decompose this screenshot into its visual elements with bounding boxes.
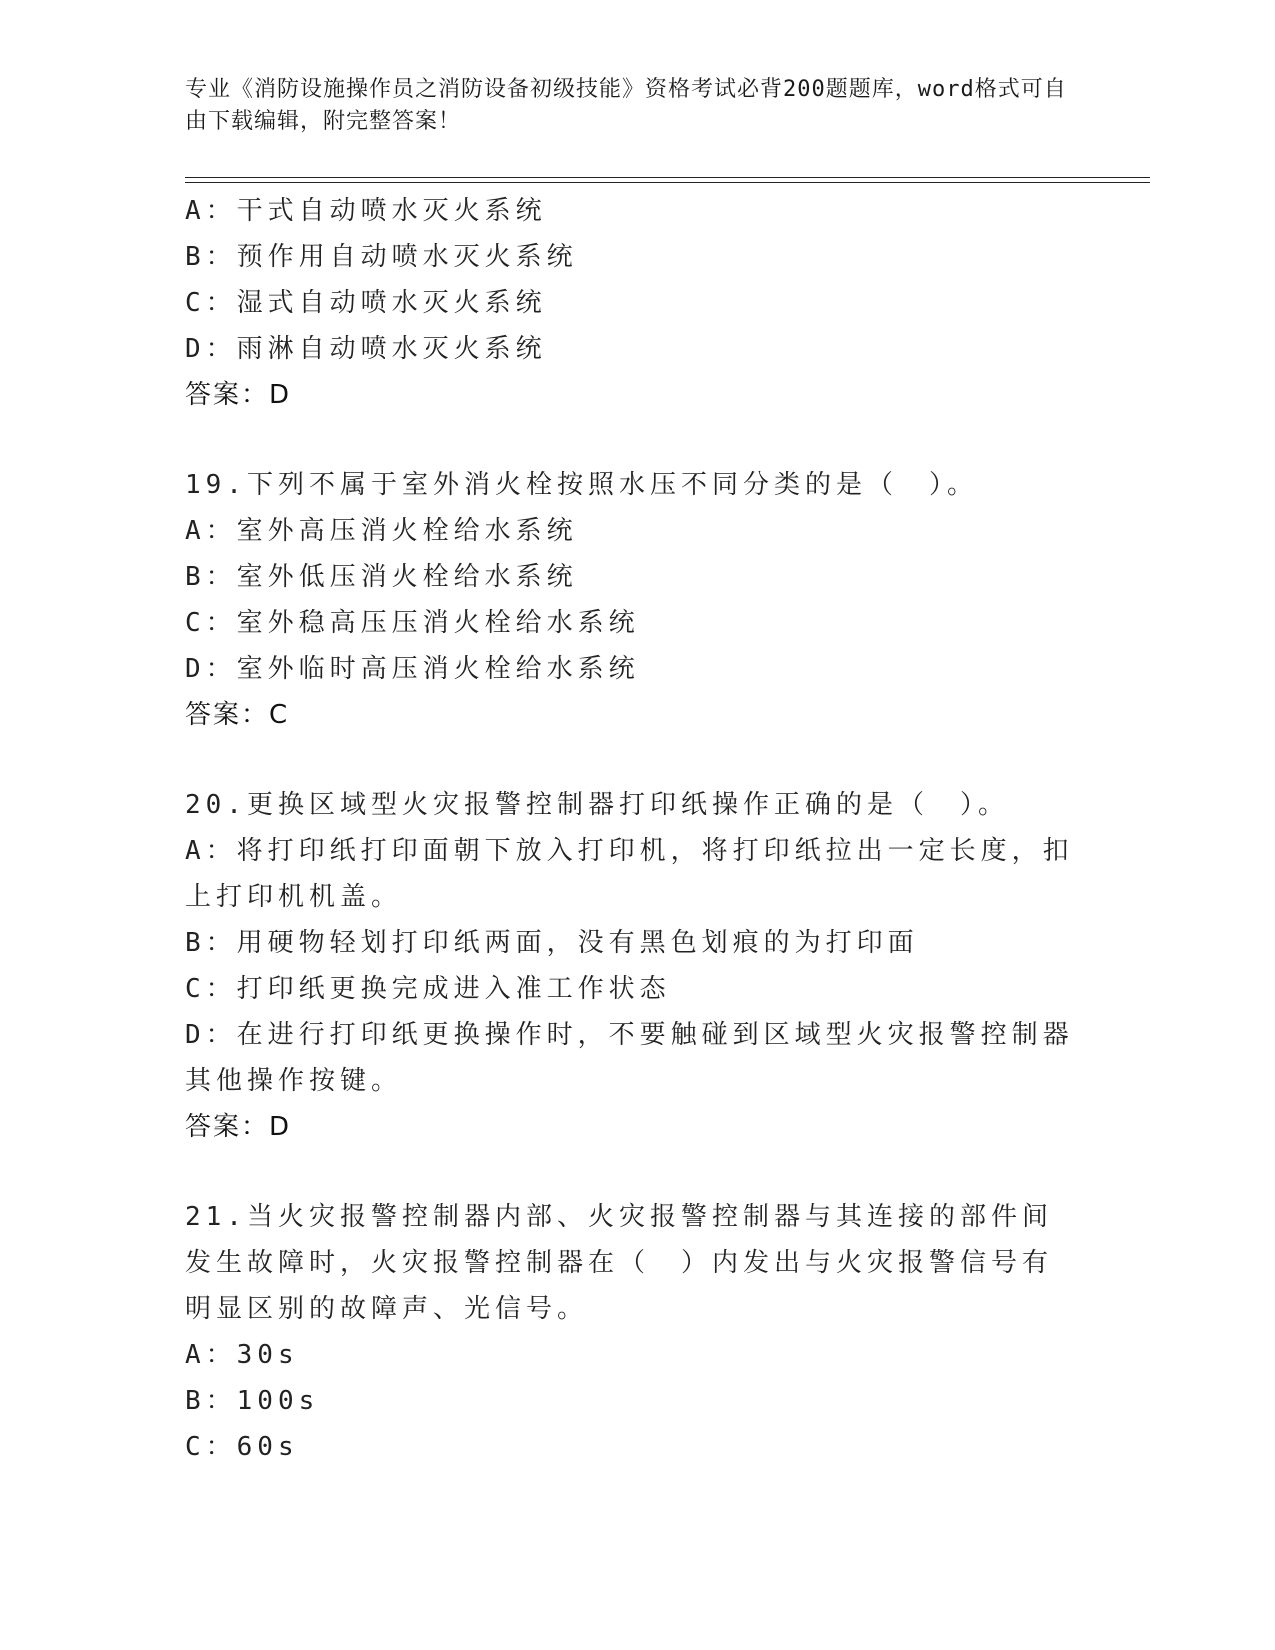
option-a: A：室外高压消火栓给水系统 (185, 516, 578, 546)
option-b: B：室外低压消火栓给水系统 (185, 562, 578, 592)
answer-line: 答案：D (185, 380, 292, 410)
question-stem: 19.下列不属于室外消火栓按照水压不同分类的是（ ）。 (185, 470, 978, 500)
option-d: D：室外临时高压消火栓给水系统 (185, 654, 640, 684)
question-stem: 20.更换区域型火灾报警控制器打印纸操作正确的是（ ）。 (185, 790, 1009, 820)
question-19 (185, 462, 1075, 738)
question-21 (185, 1194, 1075, 1470)
option-a: A：将打印纸打印面朝下放入打印机，将打印纸拉出一定长度，扣上打印机机盖。 (185, 836, 1074, 912)
option-a: A：干式自动喷水灭火系统 (185, 196, 547, 226)
option-b: B：用硬物轻划打印纸两面，没有黑色划痕的为打印面 (185, 928, 919, 958)
question-stem: 21.当火灾报警控制器内部、火灾报警控制器与其连接的部件间发生故障时，火灾报警控制器在（ ）内发出与火灾报警信号有明显区别的故障声、光信号。 (185, 1202, 1054, 1324)
answer-line: 答案：D (185, 1112, 292, 1142)
option-c: C：室外稳高压压消火栓给水系统 (185, 608, 640, 638)
question-18 (185, 188, 1075, 418)
question-20 (185, 782, 1075, 1150)
answer-line: 答案：C (185, 700, 290, 730)
option-d: D：在进行打印纸更换操作时，不要触碰到区域型火灾报警控制器其他操作按键。 (185, 1020, 1074, 1096)
question-list (185, 188, 1075, 1470)
option-a: A：30s (185, 1340, 299, 1370)
option-b: B：预作用自动喷水灭火系统 (185, 242, 578, 272)
option-c: C：60s (185, 1432, 299, 1462)
spacer (185, 418, 1075, 462)
option-c: C：湿式自动喷水灭火系统 (185, 288, 547, 318)
spacer (185, 1150, 1075, 1194)
page-header-title: 专业《消防设施操作员之消防设备初级技能》资格考试必背200题题库，word格式可自由下载编辑，附完整答案！ (185, 77, 1067, 134)
option-c: C：打印纸更换完成进入准工作状态 (185, 974, 671, 1004)
header-divider-top (185, 177, 1150, 178)
option-b: B：100s (185, 1386, 320, 1416)
header-divider-bottom (185, 182, 1150, 183)
spacer (185, 738, 1075, 782)
option-d: D：雨淋自动喷水灭火系统 (185, 334, 547, 364)
